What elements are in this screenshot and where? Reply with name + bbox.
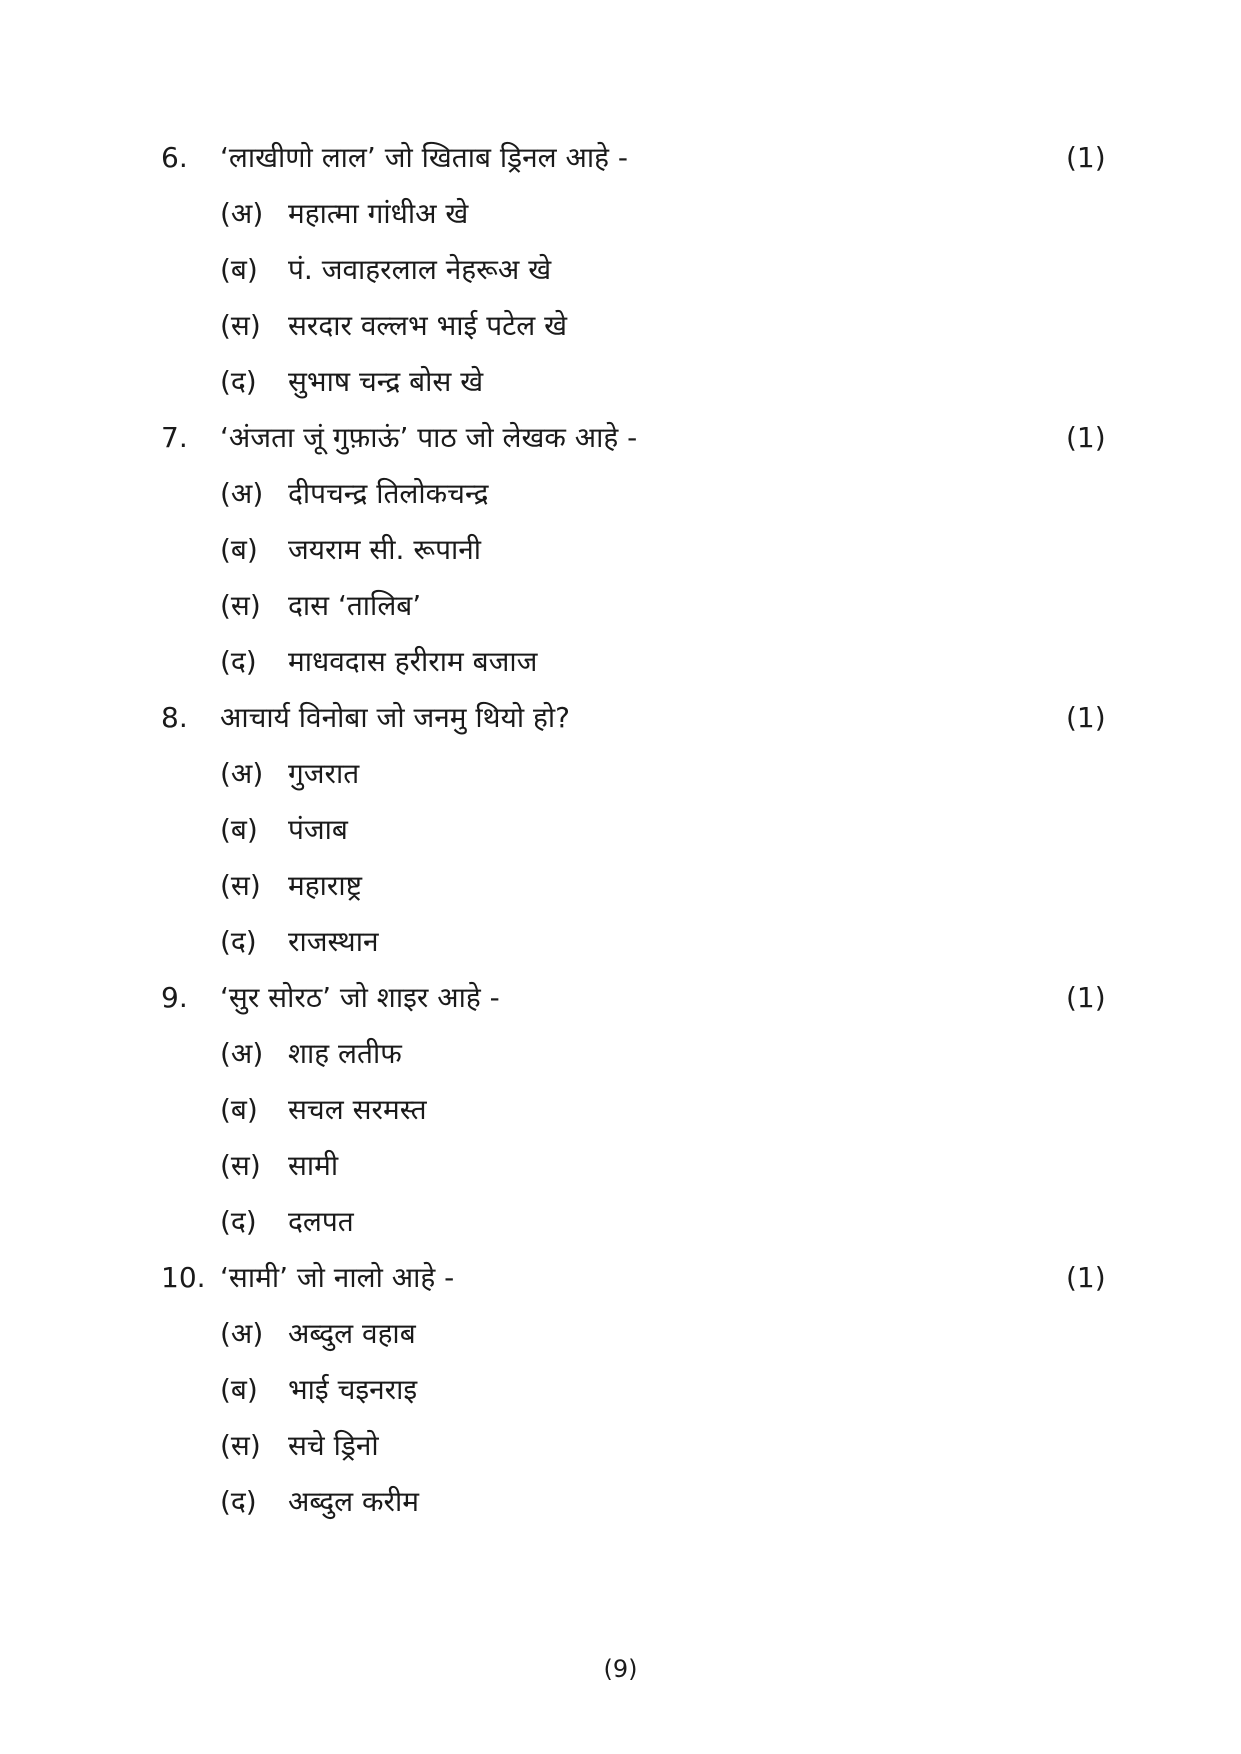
- option-text: सरदार वल्लभ भाई पटेल खे: [288, 309, 568, 342]
- option-label: (द): [220, 1205, 257, 1238]
- option-d: [0, 634, 1241, 690]
- question-row: [0, 970, 1241, 1026]
- option-label: (द): [220, 1485, 257, 1518]
- option-b: [0, 1362, 1241, 1418]
- question-number: 10.: [161, 1261, 206, 1294]
- option-d: [0, 1474, 1241, 1530]
- option-c: [0, 1138, 1241, 1194]
- question-row: [0, 410, 1241, 466]
- option-label: (स): [220, 869, 261, 902]
- question-6: [0, 130, 1241, 410]
- question-row: [0, 690, 1241, 746]
- option-label: (अ): [220, 1317, 264, 1350]
- question-marks: (1): [1066, 141, 1106, 174]
- option-a: [0, 466, 1241, 522]
- page-number: (9): [603, 1655, 638, 1683]
- question-marks: (1): [1066, 1261, 1106, 1294]
- option-label: (ब): [220, 1373, 258, 1406]
- question-number: 9.: [161, 981, 188, 1014]
- option-label: (स): [220, 309, 261, 342]
- option-label: (ब): [220, 533, 258, 566]
- option-b: [0, 1082, 1241, 1138]
- question-list: [0, 130, 1241, 1530]
- option-text: पंजाब: [288, 813, 348, 846]
- option-text: अब्दुल वहाब: [288, 1317, 416, 1350]
- option-a: [0, 1306, 1241, 1362]
- option-c: [0, 858, 1241, 914]
- question-marks: (1): [1066, 421, 1106, 454]
- option-text: सचे ड्रिनो: [288, 1429, 379, 1462]
- option-text: सचल सरमस्त: [288, 1093, 427, 1126]
- option-d: [0, 1194, 1241, 1250]
- question-marks: (1): [1066, 701, 1106, 734]
- question-number: 7.: [161, 421, 188, 454]
- question-number: 8.: [161, 701, 188, 734]
- question-text: ‘सुर सोरठ’ जो शाइर आहे -: [220, 981, 500, 1014]
- option-d: [0, 914, 1241, 970]
- option-text: सुभाष चन्द्र बोस खे: [288, 365, 484, 398]
- option-text: सामी: [288, 1149, 339, 1182]
- option-text: अब्दुल करीम: [288, 1485, 419, 1518]
- option-d: [0, 354, 1241, 410]
- option-text: गुजरात: [288, 757, 360, 790]
- option-c: [0, 578, 1241, 634]
- option-label: (अ): [220, 1037, 264, 1070]
- option-label: (द): [220, 925, 257, 958]
- option-label: (द): [220, 365, 257, 398]
- question-number: 6.: [161, 141, 188, 174]
- option-label: (स): [220, 1429, 261, 1462]
- option-label: (अ): [220, 197, 264, 230]
- option-text: महाराष्ट्र: [288, 869, 362, 902]
- option-c: [0, 298, 1241, 354]
- option-label: (अ): [220, 757, 264, 790]
- question-text: आचार्य विनोबा जो जनमु थियो हो?: [220, 701, 570, 734]
- option-b: [0, 242, 1241, 298]
- option-text: दास ‘तालिब’: [288, 589, 422, 622]
- option-text: पं. जवाहरलाल नेहरूअ खे: [288, 253, 552, 286]
- option-label: (अ): [220, 477, 264, 510]
- question-9: [0, 970, 1241, 1250]
- option-a: [0, 186, 1241, 242]
- option-text: माधवदास हरीराम बजाज: [288, 645, 538, 678]
- question-text: ‘लाखीणो लाल’ जो खिताब ड्रिनल आहे -: [220, 141, 629, 174]
- question-row: [0, 1250, 1241, 1306]
- option-text: शाह लतीफ: [288, 1037, 402, 1070]
- question-10: [0, 1250, 1241, 1530]
- option-label: (ब): [220, 253, 258, 286]
- option-label: (ब): [220, 813, 258, 846]
- question-text: ‘सामी’ जो नालो आहे -: [220, 1261, 455, 1294]
- option-label: (ब): [220, 1093, 258, 1126]
- option-text: दलपत: [288, 1205, 354, 1238]
- option-text: भाई चइनराइ: [288, 1373, 418, 1406]
- question-8: [0, 690, 1241, 970]
- option-label: (स): [220, 589, 261, 622]
- option-b: [0, 802, 1241, 858]
- option-c: [0, 1418, 1241, 1474]
- question-7: [0, 410, 1241, 690]
- option-b: [0, 522, 1241, 578]
- option-label: (द): [220, 645, 257, 678]
- option-text: राजस्थान: [288, 925, 379, 958]
- option-text: जयराम सी. रूपानी: [288, 533, 482, 566]
- option-text: दीपचन्द्र तिलोकचन्द्र: [288, 477, 489, 510]
- question-text: ‘अंजता जूं गुफ़ाऊं’ पाठ जो लेखक आहे -: [220, 421, 638, 454]
- option-a: [0, 1026, 1241, 1082]
- question-row: [0, 130, 1241, 186]
- option-a: [0, 746, 1241, 802]
- option-label: (स): [220, 1149, 261, 1182]
- option-text: महात्मा गांधीअ खे: [288, 197, 469, 230]
- question-marks: (1): [1066, 981, 1106, 1014]
